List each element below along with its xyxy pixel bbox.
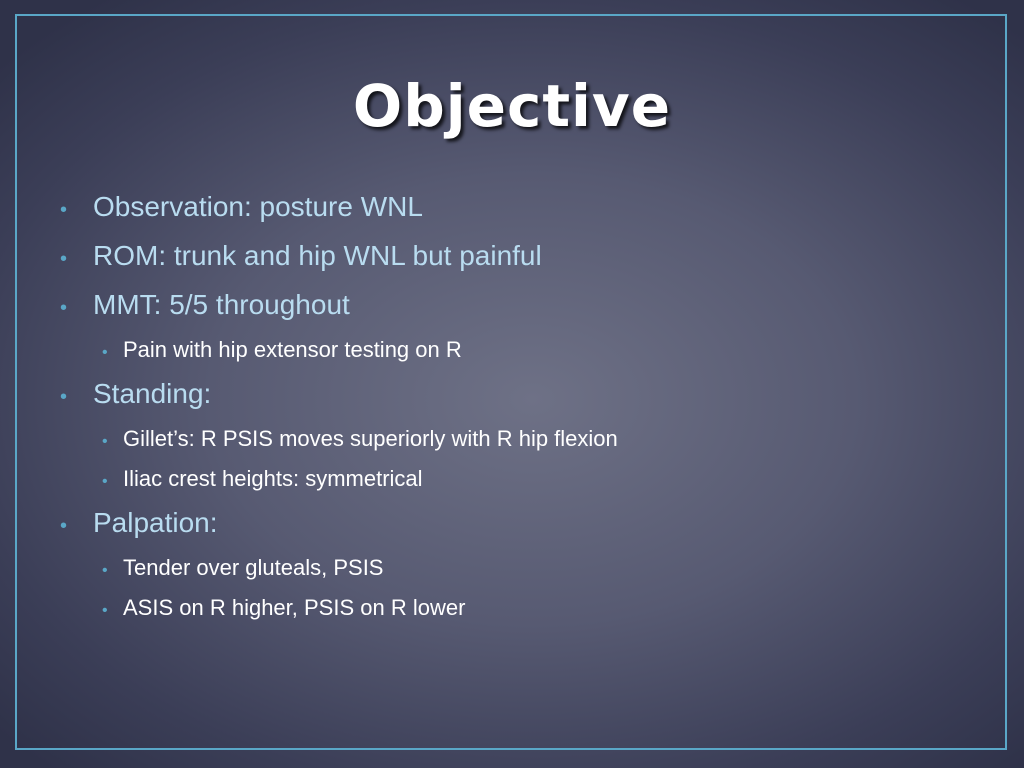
bullet-dot-icon: • [102,602,108,619]
sub-bullet-text: Tender over gluteals, PSIS [123,555,384,580]
bullet-text: Standing: [93,378,212,409]
bullet-text: Observation: posture WNL [93,191,423,222]
bullet-text: Palpation: [93,507,218,538]
sub-bullet-item [60,422,980,462]
bullet-item [60,502,980,551]
bullet-dot-icon: • [60,248,68,270]
bullet-item [60,284,980,333]
bullet-dot-icon: • [102,473,108,490]
bullet-item [60,373,980,422]
sub-bullet-text: ASIS on R higher, PSIS on R lower [123,595,466,620]
bullet-dot-icon: • [60,199,68,221]
bullet-dot-icon: • [60,297,68,319]
sub-bullet-text: Iliac crest heights: symmetrical [123,466,423,491]
bullet-dot-icon: • [60,515,68,537]
bullet-dot-icon: • [102,433,108,450]
sub-bullet-text: Pain with hip extensor testing on R [123,337,462,362]
sub-bullet-item [60,333,980,373]
bullet-text: MMT: 5/5 throughout [93,289,350,320]
bullet-item [60,235,980,284]
sub-bullet-text: Gillet’s: R PSIS moves superiorly with R hip flexion [123,426,618,451]
sub-bullet-item [60,462,980,502]
bullet-list [60,186,980,631]
bullet-dot-icon: • [102,344,108,361]
sub-bullet-item [60,591,980,631]
bullet-dot-icon: • [102,562,108,579]
bullet-dot-icon: • [60,386,68,408]
bullet-item [60,186,980,235]
slide-title: Objective [352,72,672,140]
sub-bullet-item [60,551,980,591]
bullet-text: ROM: trunk and hip WNL but painful [93,240,542,271]
